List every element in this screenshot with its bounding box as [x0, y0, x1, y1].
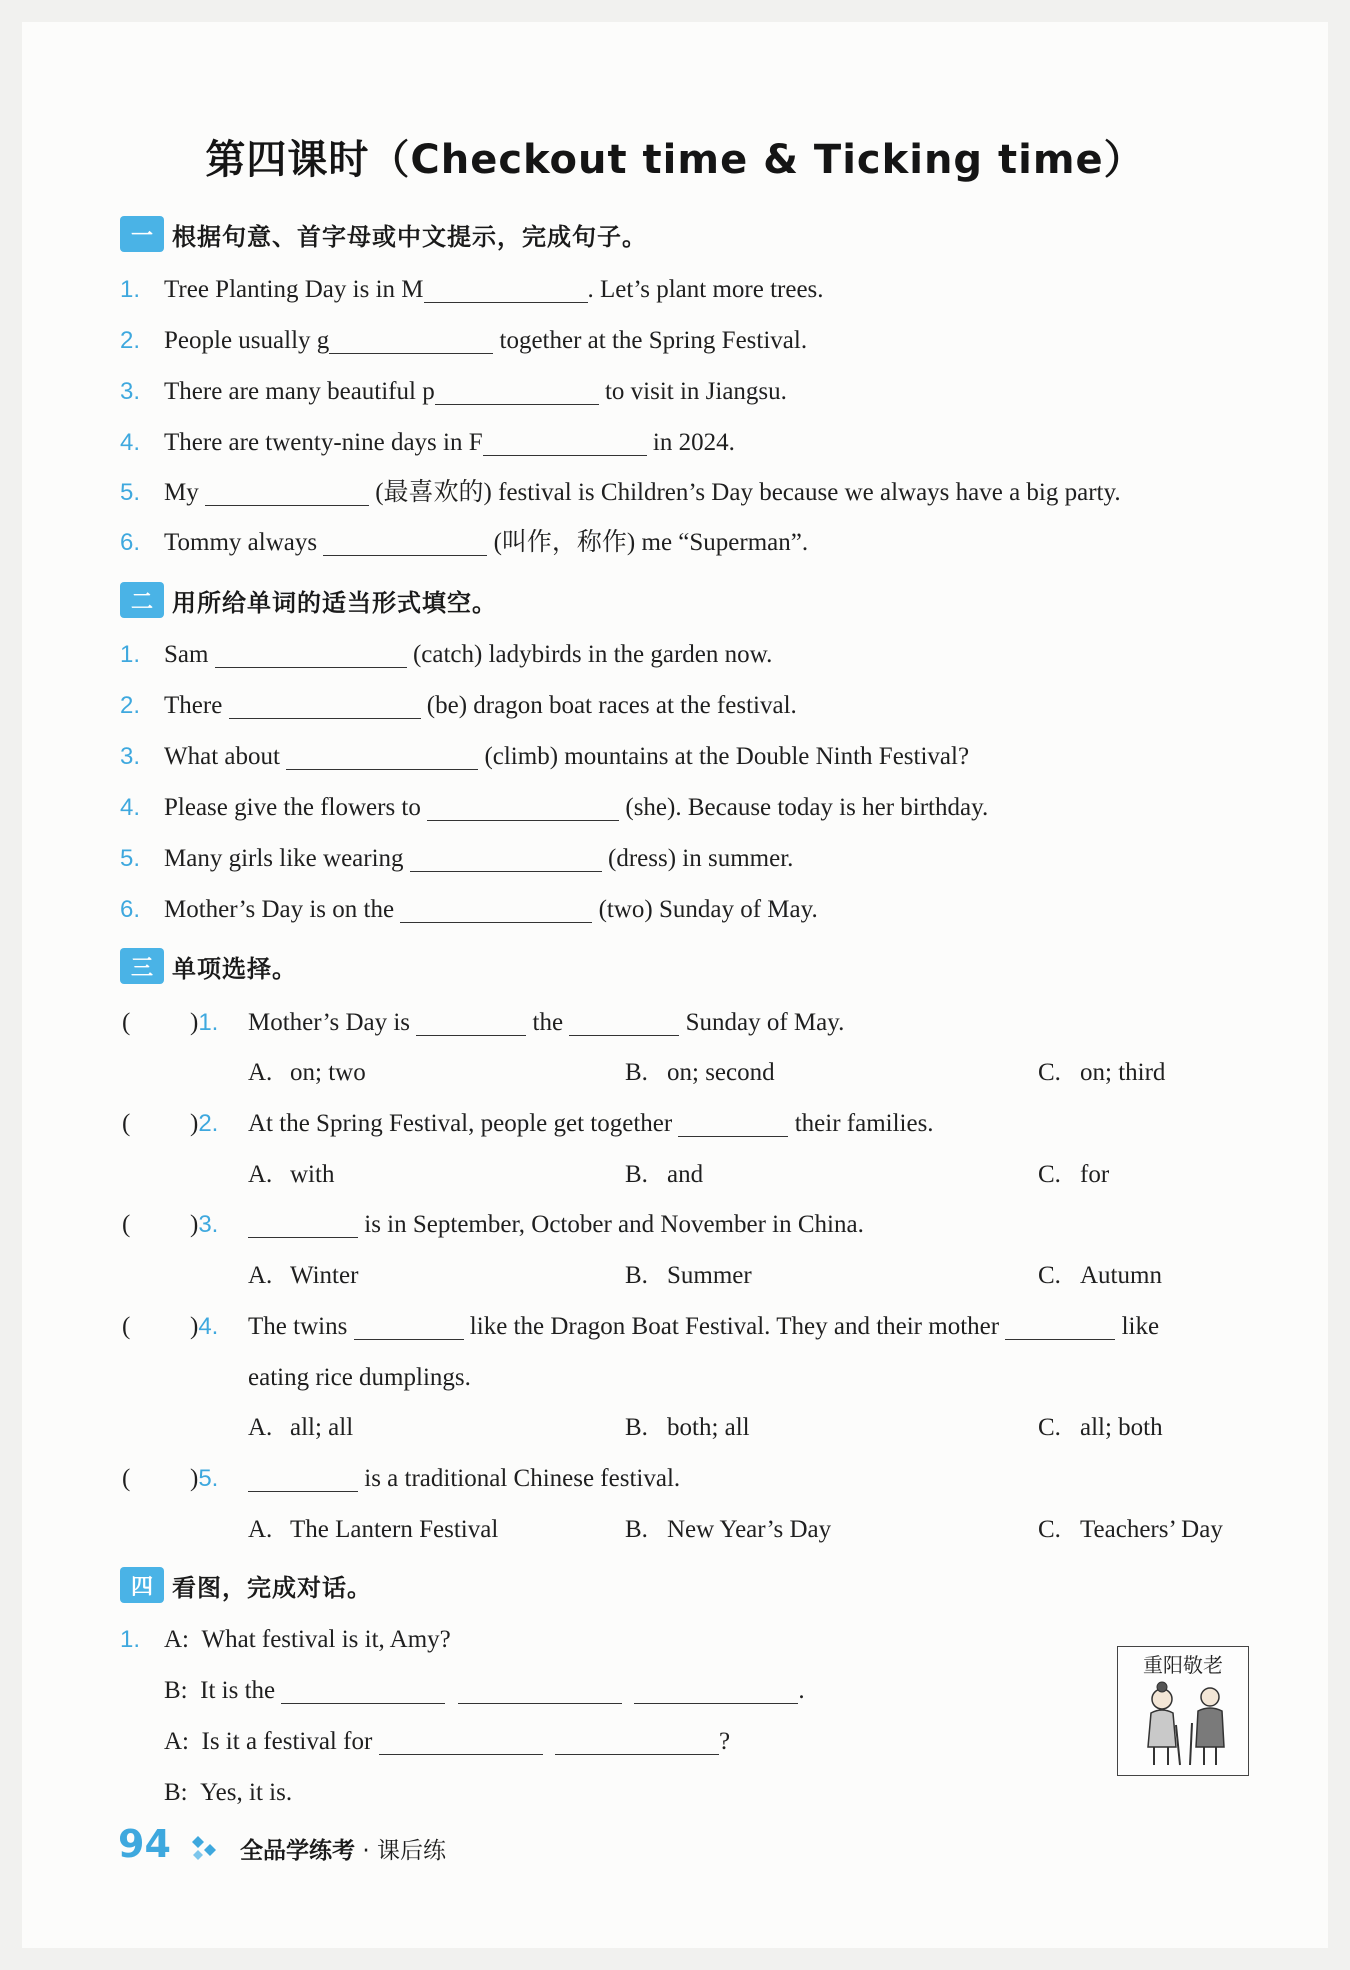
option-b[interactable]: B. and [625, 1161, 704, 1188]
answer-blank[interactable] [248, 1463, 358, 1492]
s1-item-2: 2. People usually g together at the Spring Festival. [120, 327, 808, 354]
answer-blank[interactable] [286, 741, 478, 770]
answer-blank[interactable] [458, 1675, 622, 1704]
s1-item-5: 5. My (最喜欢的) festival is Children’s Day because we always have a big party. [120, 479, 1121, 506]
dialogue-line-1: 1. A: What festival is it, Amy? [120, 1626, 451, 1653]
section-badge: 三 [120, 948, 164, 984]
answer-blank[interactable] [329, 325, 493, 354]
answer-blank[interactable] [400, 894, 592, 923]
answer-paren[interactable]: ( [122, 1313, 131, 1340]
dialogue-line-2: B: It is the . [164, 1677, 805, 1704]
answer-blank[interactable] [354, 1311, 464, 1340]
s2-item-4: 4. Please give the flowers to (she). Because today is her birthday. [120, 794, 989, 821]
s1-item-1: 1. Tree Planting Day is in M . Let’s plant more trees. [120, 276, 824, 303]
section-title: 看图，完成对话。 [172, 1573, 372, 1602]
section-title: 根据句意、首字母或中文提示，完成句子。 [172, 222, 647, 251]
dialogue-line-4: B: Yes, it is. [164, 1779, 293, 1806]
section-title: 用所给单词的适当形式填空。 [172, 588, 497, 617]
question-4-stem-cont: eating rice dumplings. [248, 1364, 471, 1391]
option-c[interactable]: C. for [1038, 1161, 1110, 1188]
question-4-stem: The twins like the Dragon Boat Festival. They and their mother like [248, 1313, 1160, 1340]
answer-paren[interactable]: ( [122, 1211, 131, 1238]
page-title: 第四课时（Checkout time & Ticking time） [205, 137, 1145, 183]
option-b[interactable]: B. Summer [625, 1262, 752, 1289]
section-1-header [120, 214, 647, 254]
s1-item-6: 6. Tommy always (叫作，称作) me “Superman”. [120, 529, 809, 556]
section-2-header [120, 580, 497, 620]
answer-blank[interactable] [281, 1675, 445, 1704]
s2-item-2: 2. There (be) dragon boat races at the festival. [120, 692, 797, 719]
answer-blank[interactable] [379, 1726, 543, 1755]
answer-blank[interactable] [410, 843, 602, 872]
answer-blank[interactable] [229, 690, 421, 719]
dialogue-line-3: A: Is it a festival for ? [164, 1728, 731, 1755]
answer-paren[interactable]: ( [122, 1110, 131, 1137]
option-c[interactable]: C. on; third [1038, 1059, 1166, 1086]
question-number: )1. [190, 1009, 219, 1036]
s2-item-6: 6. Mother’s Day is on the (two) Sunday of May. [120, 896, 818, 923]
s2-item-1: 1. Sam (catch) ladybirds in the garden now. [120, 641, 773, 668]
answer-paren[interactable]: ( [122, 1009, 131, 1036]
answer-blank[interactable] [248, 1209, 358, 1238]
question-3-stem: is in September, October and November in China. [248, 1205, 864, 1245]
option-b[interactable]: B. both; all [625, 1414, 750, 1441]
footer-brand: 全品学练考 · 课后练 [240, 1838, 446, 1864]
answer-blank[interactable] [569, 1007, 679, 1036]
question-number: )5. [190, 1465, 219, 1492]
answer-blank[interactable] [634, 1675, 798, 1704]
section-badge: 二 [120, 582, 164, 618]
answer-blank[interactable] [555, 1726, 719, 1755]
answer-blank[interactable] [483, 427, 647, 456]
question-number: )4. [190, 1313, 219, 1340]
elderly-couple-illustration [1118, 1647, 1248, 1775]
answer-blank[interactable] [427, 792, 619, 821]
option-a[interactable]: A. on; two [248, 1059, 366, 1086]
answer-blank[interactable] [323, 527, 487, 556]
s1-item-3: 3. There are many beautiful p to visit in Jiangsu. [120, 378, 787, 405]
diamond-icon [188, 1834, 222, 1862]
option-b[interactable]: B. New Year’s Day [625, 1516, 832, 1543]
answer-blank[interactable] [1005, 1311, 1115, 1340]
option-a[interactable]: A. with [248, 1161, 335, 1188]
section-badge: 四 [120, 1567, 164, 1603]
question-5-stem: is a traditional Chinese festival. [248, 1459, 680, 1499]
question-number: )3. [190, 1211, 219, 1238]
option-c[interactable]: C. all; both [1038, 1414, 1163, 1441]
option-b[interactable]: B. on; second [625, 1059, 775, 1086]
question-2-stem: At the Spring Festival, people get together their families. [248, 1110, 934, 1137]
section-3-header [120, 946, 297, 986]
question-1-stem: Mother’s Day is the Sunday of May. [248, 1009, 845, 1036]
option-a[interactable]: A. all; all [248, 1414, 354, 1441]
s2-item-3: 3. What about (climb) mountains at the Double Ninth Festival? [120, 743, 970, 770]
answer-blank[interactable] [416, 1007, 526, 1036]
option-a[interactable]: A. Winter [248, 1262, 359, 1289]
answer-paren[interactable]: ( [122, 1465, 131, 1492]
picture-caption: 重阳敬老 [1143, 1653, 1223, 1677]
section-title: 单项选择。 [172, 954, 297, 983]
option-a[interactable]: A. The Lantern Festival [248, 1516, 499, 1543]
s1-item-4: 4. There are twenty-nine days in F in 2024. [120, 429, 735, 456]
answer-blank[interactable] [678, 1108, 788, 1137]
answer-blank[interactable] [424, 274, 588, 303]
option-c[interactable]: C. Autumn [1038, 1262, 1162, 1289]
option-c[interactable]: C. Teachers’ Day [1038, 1516, 1223, 1543]
section-4-header [120, 1565, 372, 1605]
page-number: 94 [118, 1822, 171, 1866]
section-badge: 一 [120, 216, 164, 252]
answer-blank[interactable] [215, 639, 407, 668]
question-number: )2. [190, 1110, 219, 1137]
s2-item-5: 5. Many girls like wearing (dress) in summer. [120, 845, 794, 872]
answer-blank[interactable] [435, 376, 599, 405]
festival-picture [1117, 1646, 1249, 1776]
answer-blank[interactable] [205, 477, 369, 506]
